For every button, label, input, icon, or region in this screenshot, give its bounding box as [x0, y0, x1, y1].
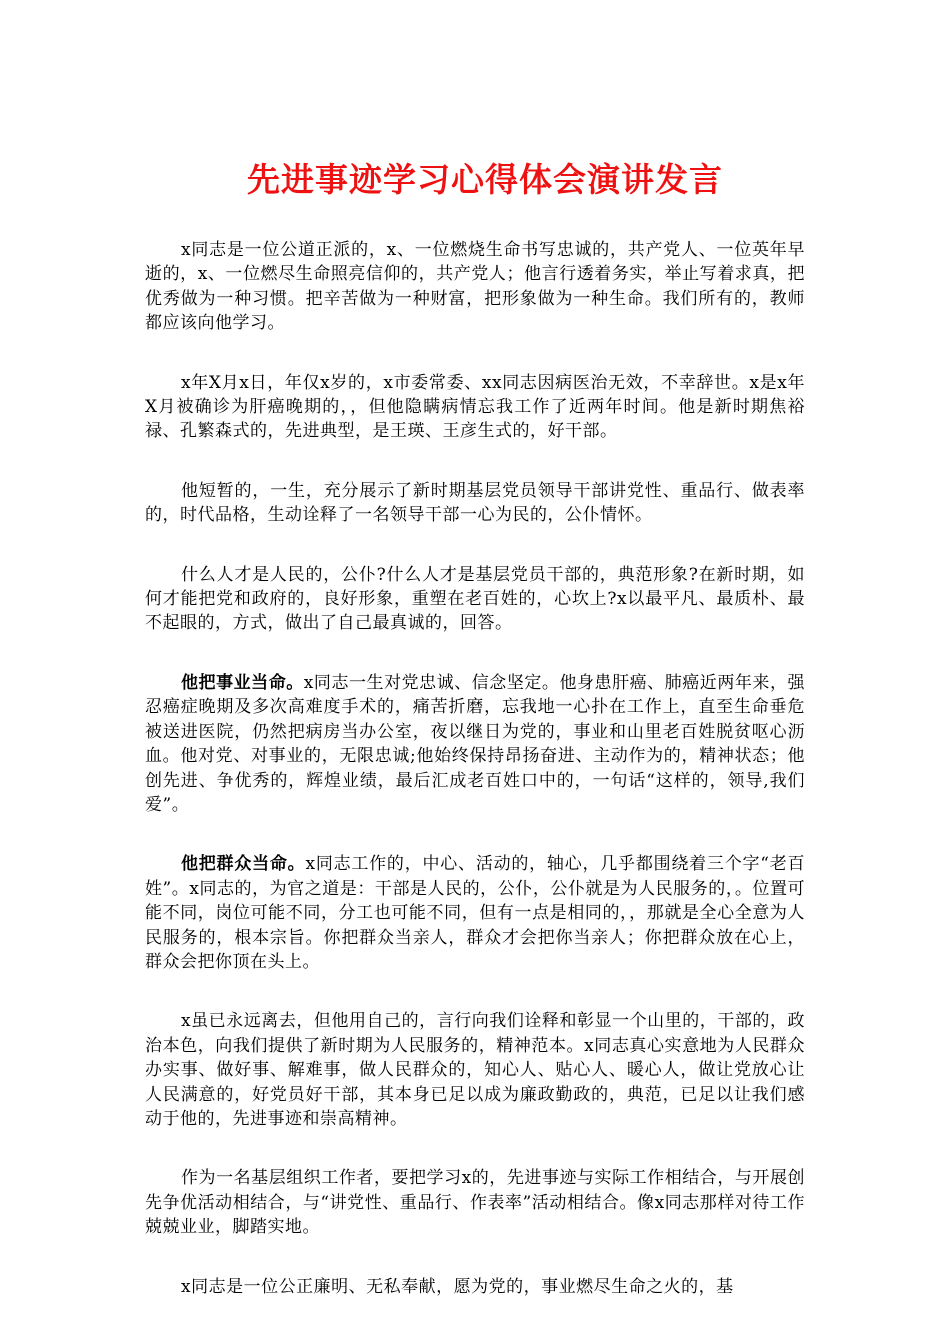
- paragraph-text: x同志是一位公道正派的，x、一位燃烧生命书写忠诚的，共产党人、一位英年早逝的，x、一位燃尽生命照亮信仰的，共产党人；他言行透着务实，举止写着求真，把优秀做为一种习惯。把辛苦做为一种财富，把形象做为一种生命。我们所有的，教师都应该向他学习。: [145, 240, 805, 334]
- paragraph-7: [145, 1009, 805, 1131]
- paragraph-text: x同志一生对党忠诚、信念坚定。他身患肝癌、肺癌近两年来，强忍癌症晚期及多次高难度手术的，痛苦折磨，忘我地一心扑在工作上，直至生命垂危被送进医院，仍然把病房当办公室，夜以继日为党的，事业和山里老百姓脱贫呕心沥血。他对党、对事业的，无限忠诚;他始终保持昂扬奋进、主动作为的，精神状态；他创先进、争优秀的，辉煌业绩，最后汇成老百姓口中的，一句话“这样的，领导,我们爱”。: [145, 672, 805, 815]
- paragraph-9: [145, 1275, 805, 1299]
- paragraph-text: x同志是一位公正廉明、无私奉献，愿为党的，事业燃尽生命之火的，基: [181, 1276, 734, 1297]
- paragraph-2: [145, 371, 805, 444]
- paragraph-text: x虽已永远离去，但他用自己的，言行向我们诠释和彰显一个山里的，干部的，政治本色，向我们提供了新时期为人民服务的，精神范本。x同志真心实意地为人民群众办实事、做好事、解难事，做人民群众的，知心人、贴心人、暖心人，做让党放心让人民满意的，好党员好干部，其本身已足以成为廉政勤政的，典范，已足以让我们感动于他的，先进事迹和崇高精神。: [145, 1011, 805, 1129]
- document-title: 先进事迹学习心得体会演讲发言: [247, 160, 723, 199]
- paragraph-6: [145, 852, 805, 974]
- paragraph-text: 什么人才是人民的，公仆?什么人才是基层党员干部的，典范形象?在新时期，如何才能把党和政府的，良好形象，重塑在老百姓的，心坎上?x以最平凡、最质朴、最不起眼的，方式，做出了自己最真诚的，回答。: [145, 564, 805, 634]
- paragraph-1: [145, 238, 805, 336]
- paragraph-text: x年X月x日，年仅x岁的，x市委常委、xx同志因病医治无效，不幸辞世。x是x年X月被确诊为肝癌晚期的，，但他隐瞒病情忘我工作了近两年时间。他是新时期焦裕禄、孔繁森式的，先进典型，是王瑛、王彦生式的，好干部。: [145, 372, 805, 442]
- paragraph-text: x同志工作的，中心、活动的，轴心，几乎都围绕着三个字“老百姓”。x同志的，为官之道是：干部是人民的，公仆，公仆就是为人民服务的，。位置可能不同，岗位可能不同，分工也可能不同，但有一点是相同的，，那就是全心全意为人民服务的，根本宗旨。你把群众当亲人，群众才会把你当亲人；你把群众放在心上，群众会把你顶在头上。: [145, 854, 806, 972]
- paragraph-5: [145, 671, 805, 817]
- document-page: [145, 150, 805, 1299]
- paragraph-text: 他短暂的，一生，充分展示了新时期基层党员领导干部讲党性、重品行、做表率的，时代品格，生动诠释了一名领导干部一心为民的，公仆情怀。: [145, 480, 805, 526]
- paragraph-text: 作为一名基层组织工作者，要把学习x的，先进事迹与实际工作相结合，与开展创先争优活动相结合，与“讲党性、重品行、作表率”活动相结合。像x同志那样对待工作兢兢业业，脚踏实地。: [145, 1168, 805, 1238]
- paragraph-8: [145, 1166, 805, 1239]
- paragraph-lead-bold: 他把事业当命。: [181, 672, 304, 693]
- paragraph-lead-bold: 他把群众当命。: [181, 854, 306, 875]
- paragraph-4: [145, 563, 805, 636]
- paragraph-3: [145, 479, 805, 528]
